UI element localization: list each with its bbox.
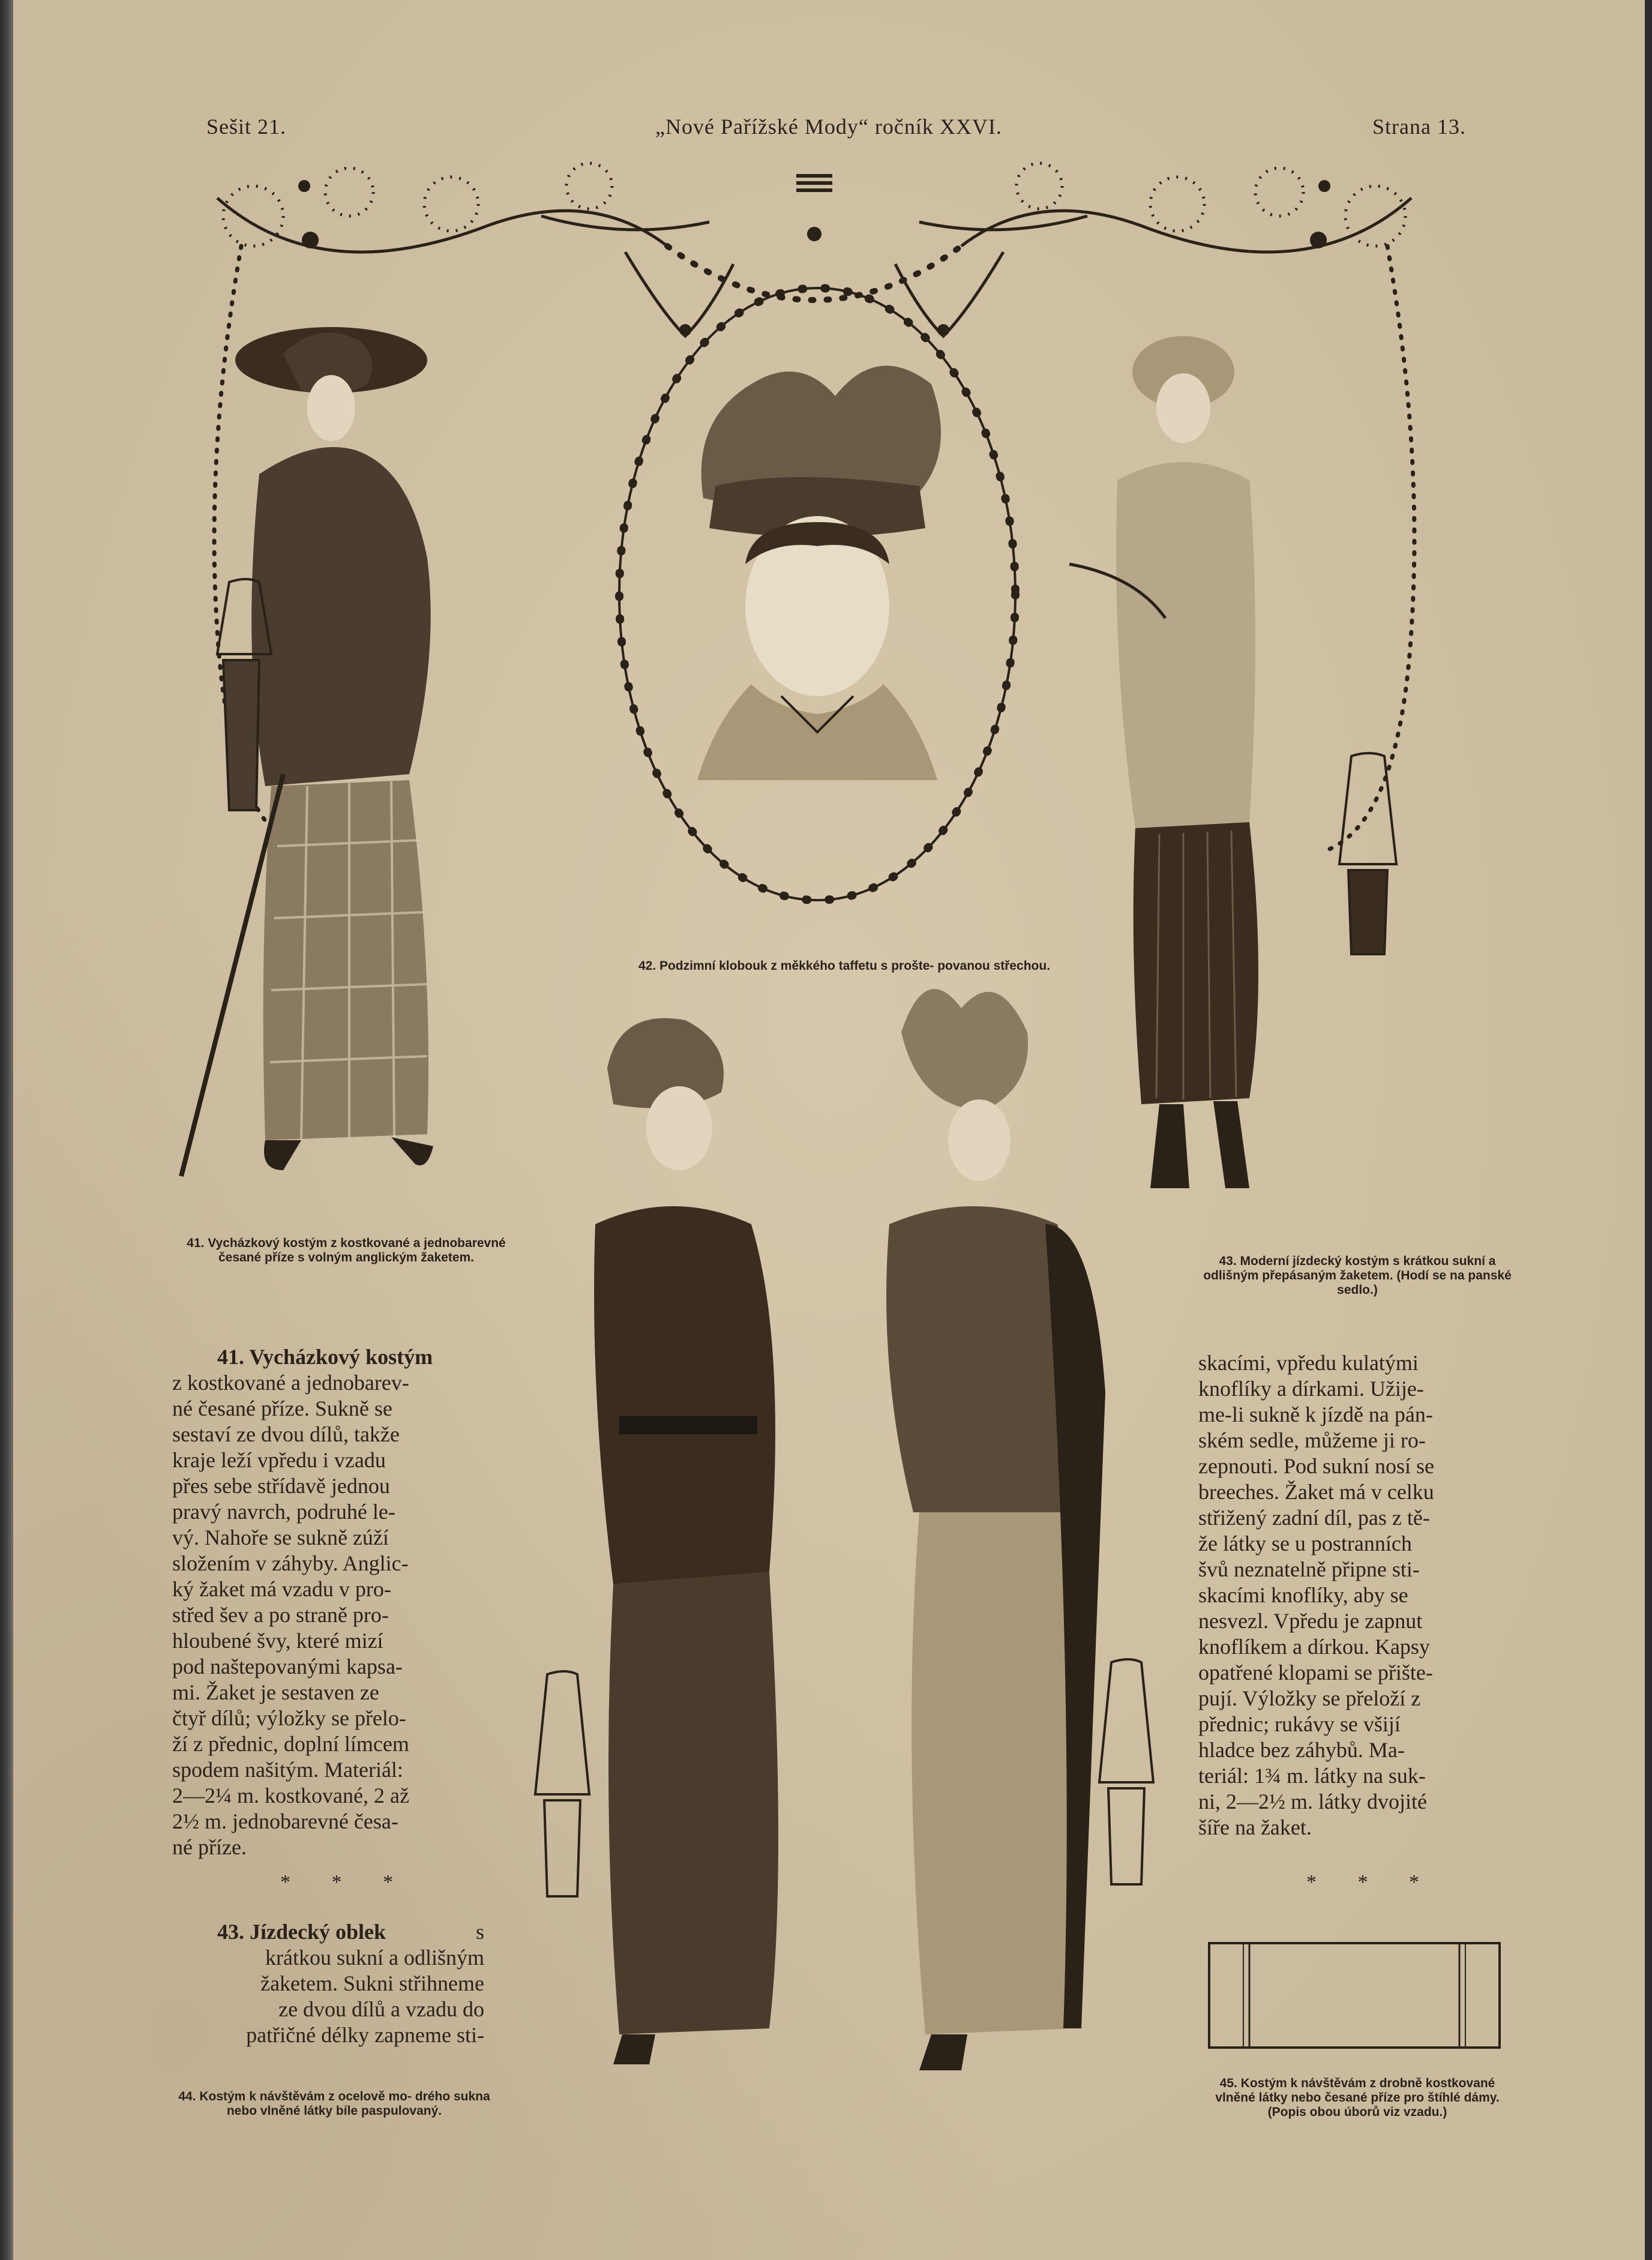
caption-43: 43. Moderní jízdecký kostým s krátkou sukní a odlišným přepásaným žaketem. (Hodí se na panské sedlo.) xyxy=(1203,1254,1512,1297)
book-binding-edge xyxy=(0,0,13,2260)
section-divider-stars: * * * xyxy=(280,1871,411,1893)
caption-42: 42. Podzimní klobouk z měkkého taffetu s prošte- povanou střechou. xyxy=(638,959,1051,973)
magazine-title: „Nové Pařížské Mody“ ročník XXVI. xyxy=(655,115,1002,139)
article-41-body: z kostkované a jednobarev- né česané příze. Sukně se sestaví ze dvou dílů, takže kraje leží vpředu i vzadu přes sebe střídavě jednou pravý navrch, podruhé le- vý. Nahoře se sukně zúží složením v záhyby. Anglic- ký žaket má vzadu v pro- střed šev a po straně pro- hloubené švy, které mizí pod naštepovanými kapsa- mi. Žaket je sestaven ze čtyř dílů; výložky se přelo- ží z přednic, doplní límcem spodem našitým. Materiál: 2—2¼ m. kostkované, 2 až 2½ m. jednobarevné česa- né příze. xyxy=(172,1371,409,1859)
magazine-page xyxy=(13,0,1652,2260)
page-number: Strana 13. xyxy=(1372,115,1466,139)
caption-45: 45. Kostým k návštěvám z drobně kostkované vlněné látky nebo česané příze pro štíhlé dámy. (Popis obou úborů viz vzadu.) xyxy=(1215,2076,1500,2119)
article-43-title: 43. Jízdecký oblek xyxy=(217,1920,386,1944)
issue-number: Sešit 21. xyxy=(206,115,287,139)
caption-41: 41. Vycházkový kostým z kostkované a jednobarevné česané příze s volným anglickým žaketem. xyxy=(187,1236,506,1264)
section-divider-stars-right: * * * xyxy=(1306,1871,1437,1893)
hat-portrait-illustration xyxy=(679,348,955,780)
article-41-title: 41. Vycházkový kostým xyxy=(217,1345,433,1369)
caption-44: 44. Kostým k návštěvám z ocelově mo- drého sukna nebo vlněné látky bíle paspulovaný. xyxy=(178,2090,490,2118)
article-43-body: s krátkou sukní a odlišným žaketem. Sukni střihneme ze dvou dílů a vzadu do patřičné délky zapneme sti- xyxy=(246,1920,484,2047)
pattern-diagram-box xyxy=(1207,1941,1501,2049)
visiting-costumes-illustration-44-45 xyxy=(505,972,1189,2160)
article-43-continuation: skacími, vpředu kulatými knoflíky a dírkami. Užije- me-li sukně k jízdě na pán- ském sedle, můžeme ji ro- zepnouti. Pod sukní nosí se breeches. Žaket má v celku střižený zadní díl, pas z tě- že látky se u postranních švů neznatelně připne sti- skacími knoflíky, aby se nesvezl. Vpředu je zapnut knoflíkem a dírkou. Kapsy opatřené klopami se přište- pují. Výložky se přeloží z přednic; rukávy se všijí hladce bez záhybů. Ma- teriál: 1¾ m. látky na suk- ni, 2—2½ m. látky dvojité šíře na žaket. xyxy=(1198,1351,1434,1839)
page-right-edge xyxy=(1645,0,1652,2260)
